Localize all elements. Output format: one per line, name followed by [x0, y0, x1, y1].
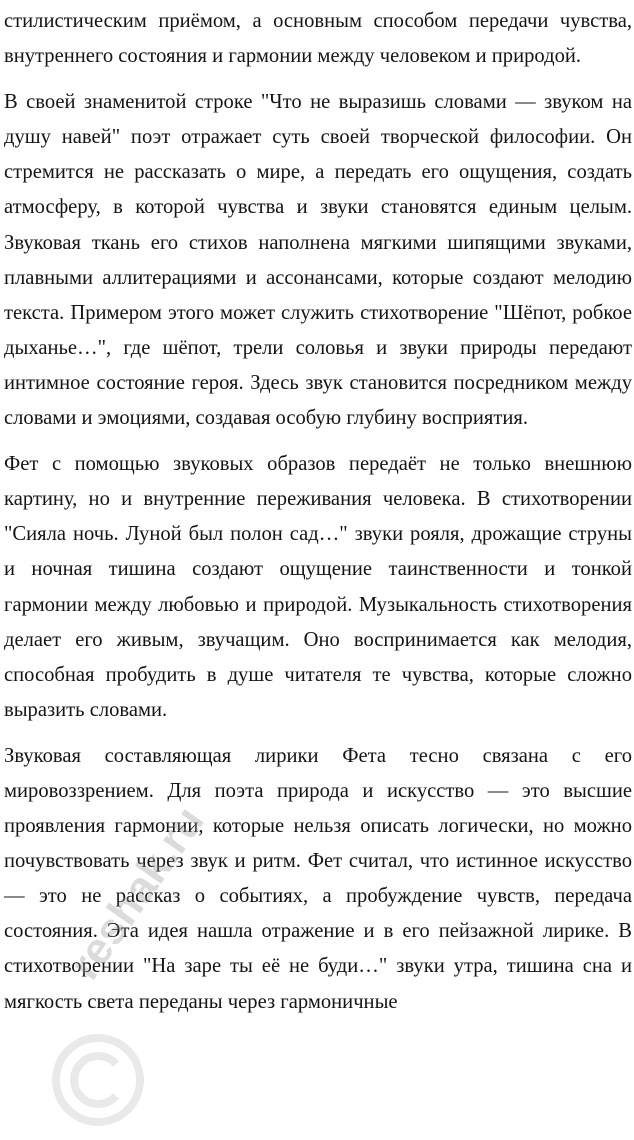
paragraph-3: Фет с помощью звуковых образов передаёт не только внешнюю картину, но и внутренние переживания человека. В стихотворении "Сияла ночь. Луной был полон сад…" звуки рояля, дрожащие струны и ночная тишина создают ощущение таинственности и тонкой гармонии между любовью и природой. Музыкальность стихотворения делает его живым, звучащим. Оно воспринимается как мелодия, способная пробудить в душе читателя те чувства, которые сложно выразить словами.: [4, 453, 632, 721]
watermark-text: reshak.ru: [60, 797, 214, 989]
paragraph-1: стилистическим приёмом, а основным способом передачи чувства, внутреннего состояния и гармонии между человеком и природой.: [4, 10, 632, 68]
paragraph-4: Звуковая составляющая лирики Фета тесно связана с его мировоззрением. Для поэта природа и искусство — это высшие проявления гармонии, которые нельзя описать логически, но можно почувствовать через звук и ритм. Фет считал, что истинное искусство — это не рассказ о событиях, а пробуждение чувств, передача состояния. Эта идея нашла отражение и в его пейзажной лирике. В стихотворении "На заре ты её не буди…" звуки утра, тишина сна и мягкость света переданы через гармоничные: [4, 744, 632, 1013]
document-page: [4, 0, 632, 1020]
paragraph-2: В своей знаменитой строке "Что не выразишь словами — звуком на душу навей" поэт отражает суть своей творческой философии. Он стремится не рассказать о мире, а передать его ощущения, создать атмосферу, в которой чувства и звуки становятся единым целым. Звуковая ткань его стихов наполнена мягкими шипящими звуками, плавными аллитерациями и ассонансами, которые создают мелодию текста. Примером этого может служить стихотворение "Шёпот, робкое дыханье…", где шёпот, трели соловья и звуки природы передают интимное состояние героя. Здесь звук становится посредником между словами и эмоциями, создавая особую глубину восприятия.: [4, 91, 632, 430]
